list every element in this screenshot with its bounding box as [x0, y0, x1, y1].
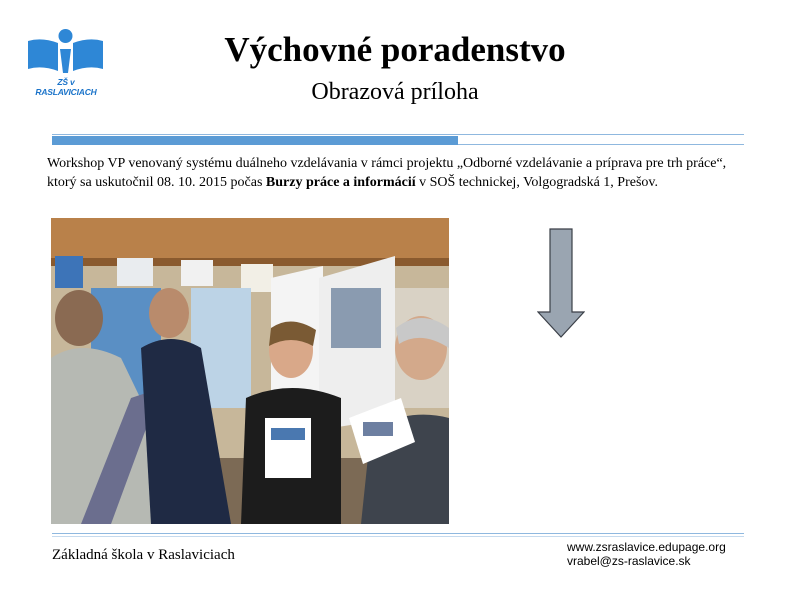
- description-text-1: Workshop VP venovaný systému duálneho vzdelávania v rámci projektu „Odborné vzdelávanie a príprava pre trh práce“, ktorý sa uskutočnil 08. 10. 2015 počas: [47, 156, 727, 190]
- page-title: Výchovné poradenstvo: [224, 30, 566, 69]
- header-rule-thin-right: [458, 144, 744, 145]
- arrow-down-icon: [537, 228, 585, 338]
- page-subtitle: Obrazová príloha: [311, 79, 479, 105]
- logo-text: ZŠ v RASLAVICIACH: [35, 77, 97, 97]
- event-photo: [51, 218, 449, 524]
- description-bold: Burzy práce a informácií: [265, 175, 416, 190]
- footer-contact: [567, 540, 726, 568]
- footer-email[interactable]: vrabel@zs-raslavice.sk: [567, 554, 691, 568]
- description-paragraph: [47, 154, 747, 192]
- header-rule-thick: [52, 136, 458, 145]
- footer-school-name: Základná škola v Raslaviciach: [52, 547, 235, 563]
- footer-rule-light: [52, 536, 744, 537]
- footer-rule: [52, 533, 744, 534]
- description-text-2: v SOŠ technickej, Volgogradská 1, Prešov.: [415, 175, 658, 190]
- header-rule-thin: [52, 134, 744, 135]
- footer-website[interactable]: www.zsraslavice.edupage.org: [567, 540, 726, 554]
